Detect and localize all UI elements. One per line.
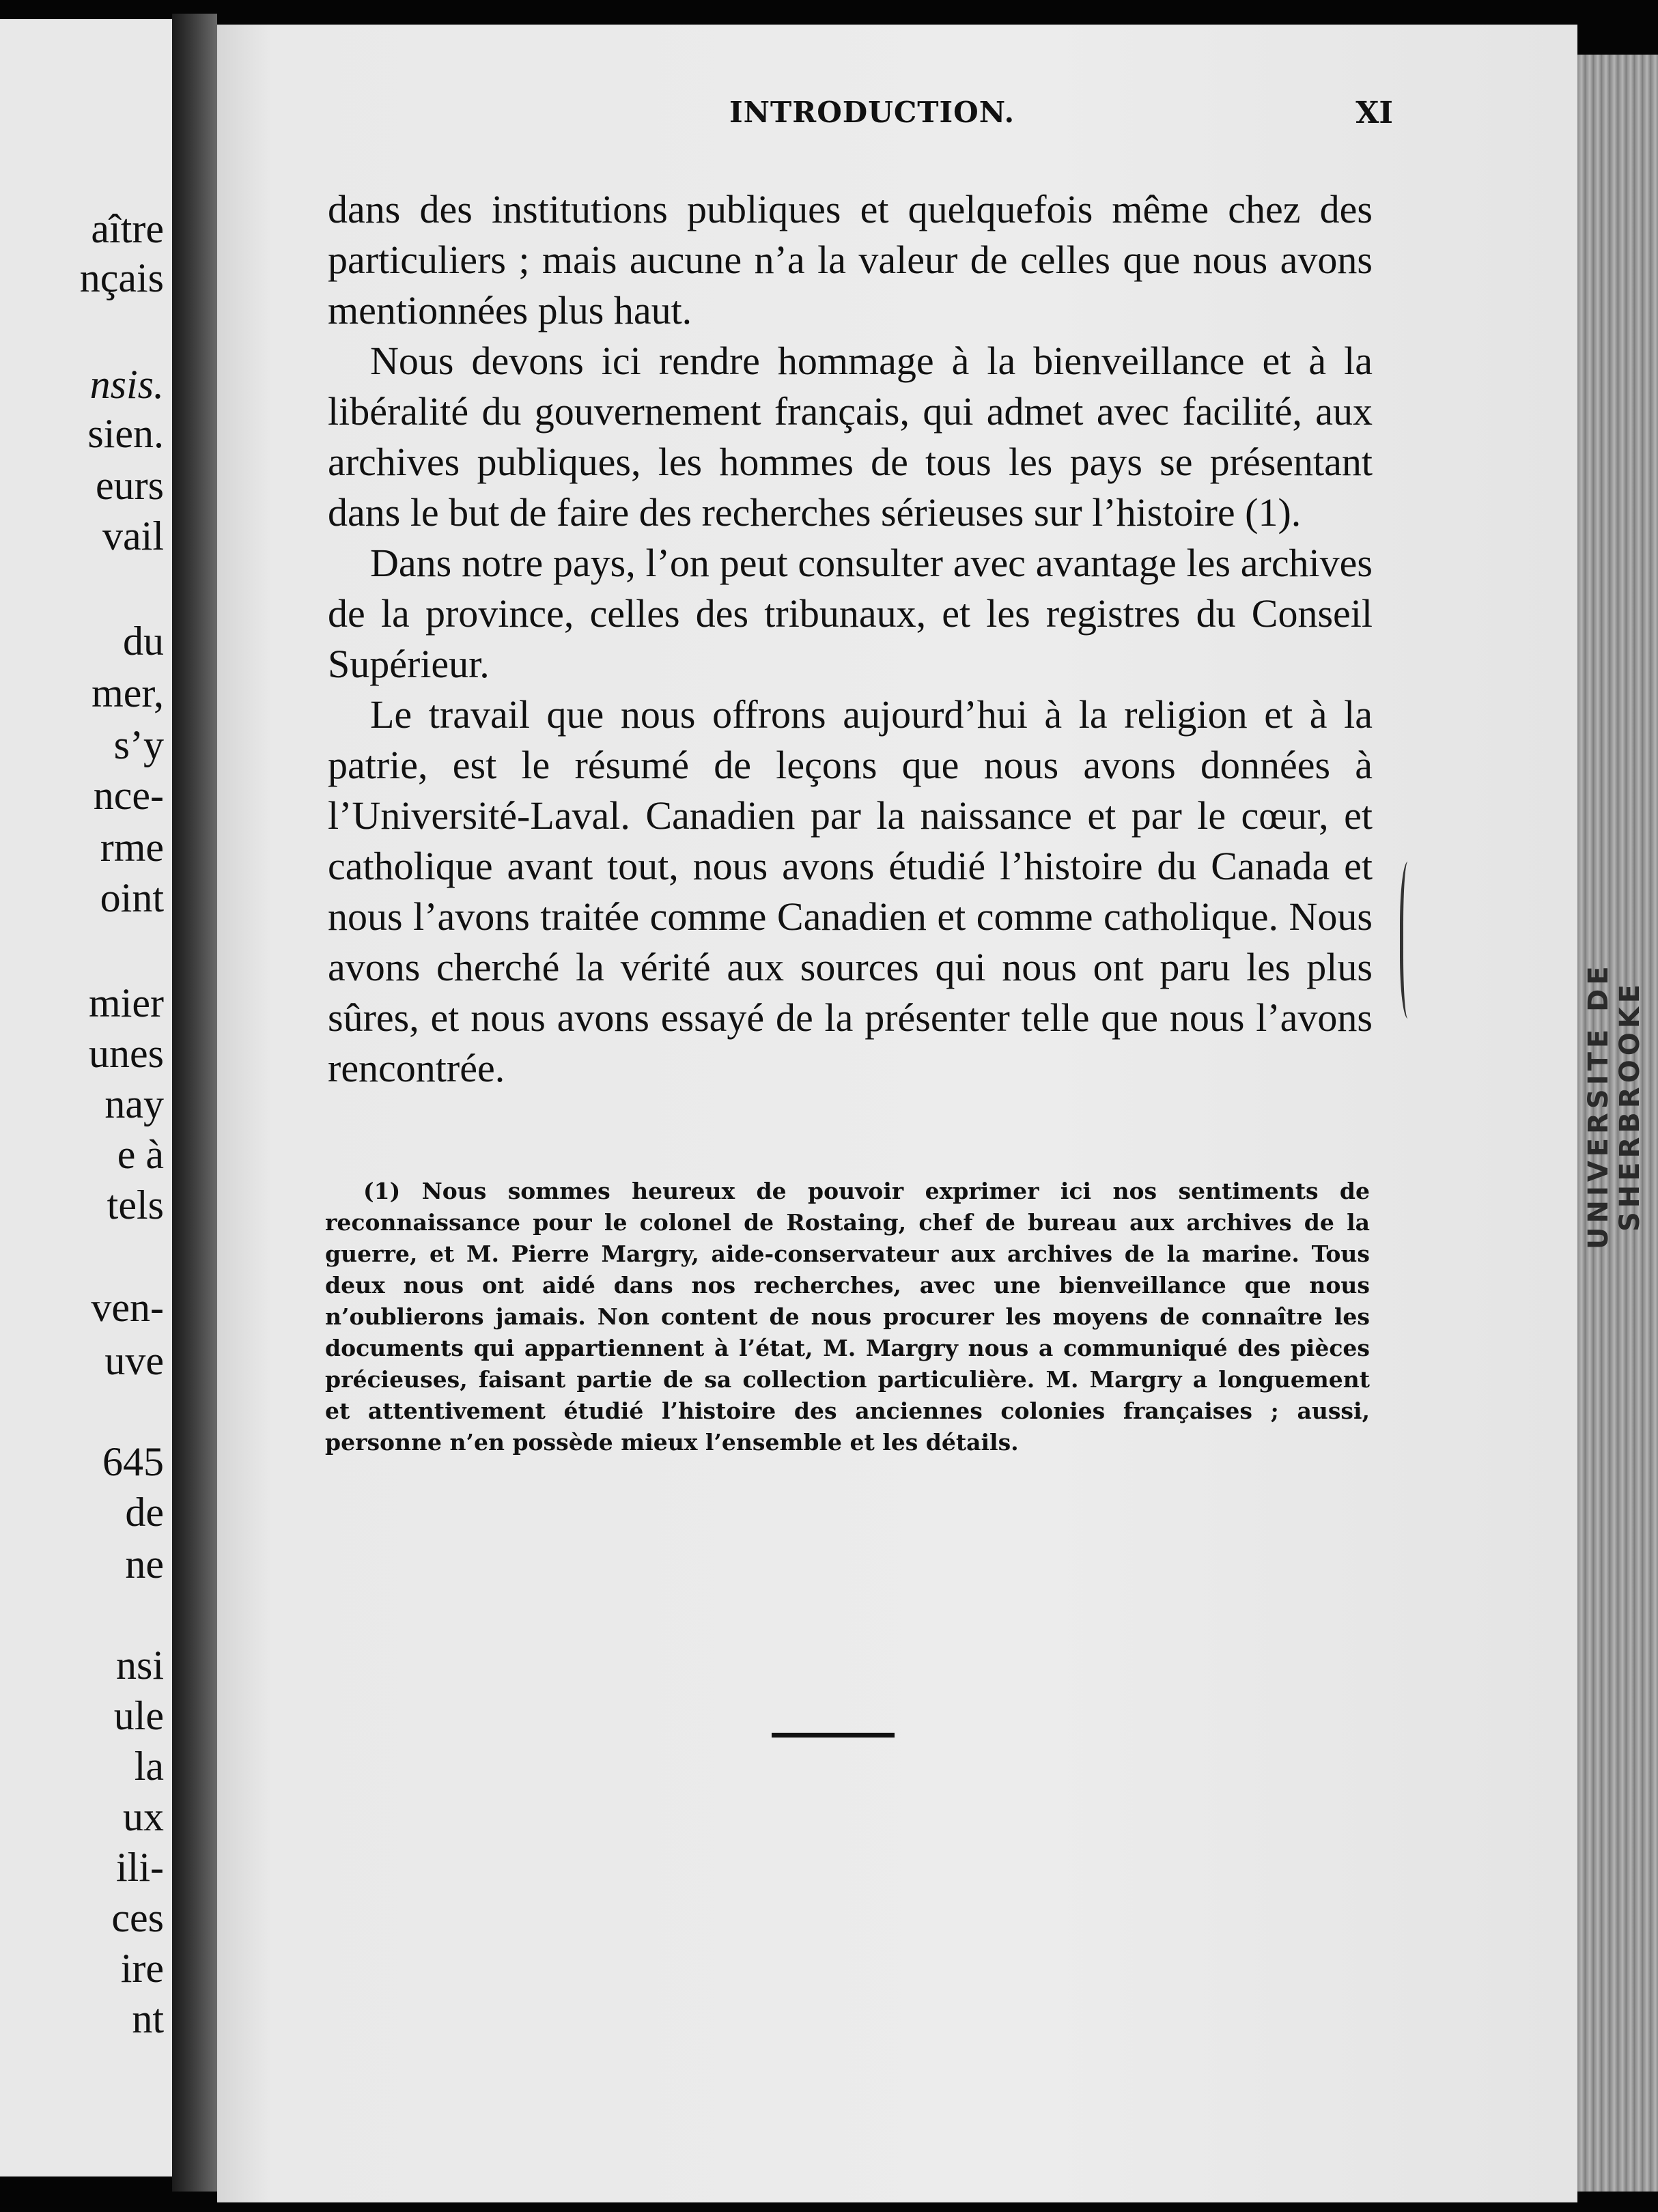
pencil-margin-mark: [1400, 862, 1420, 1019]
facing-page-line: aître: [91, 206, 164, 251]
facing-page-line: s’y: [113, 722, 164, 767]
facing-page-line: la: [134, 1744, 164, 1789]
body-text: [328, 184, 1373, 1094]
facing-page-line: sien.: [87, 411, 164, 456]
library-edge-stamp: UNIVERSITE DE SHERBROOKE: [1583, 962, 1646, 1250]
facing-page-line: nt: [132, 1996, 164, 2041]
facing-page-line: e à: [117, 1132, 164, 1177]
facing-page-fragment: [0, 19, 173, 2176]
facing-page-line: nsi: [115, 1643, 164, 1688]
facing-page-line: du: [123, 619, 164, 664]
facing-page-line: ili-: [116, 1845, 164, 1890]
paragraph-3: Dans notre pays, l’on peut consulter avec avantage les archives de la province, celles des tribunaux, et les registres du Conseil Supérieur.: [328, 541, 1373, 686]
facing-page-line: nce-: [93, 773, 164, 818]
facing-page-line: ire: [120, 1946, 164, 1991]
binding-gutter: [172, 14, 217, 2192]
facing-page-line: tels: [107, 1182, 164, 1228]
footnote: [325, 1176, 1370, 1458]
facing-page-line: eurs: [96, 463, 164, 508]
facing-page-line: nsis.: [89, 362, 164, 407]
facing-page-line: ux: [123, 1794, 164, 1839]
facing-page-line: uve: [104, 1338, 164, 1383]
facing-page-line: de: [125, 1490, 164, 1535]
facing-page-line: oint: [100, 875, 164, 920]
facing-page-line: mier: [89, 980, 164, 1025]
paragraph-1: dans des institutions publiques et quelquefois même chez des particuliers ; mais aucune n’a la valeur de celles que nous avons mentionnées plus haut.: [328, 187, 1373, 332]
facing-page-line: rme: [100, 825, 164, 870]
facing-page-line: ule: [113, 1693, 164, 1738]
facing-page-line: 645: [102, 1439, 164, 1484]
facing-page-line: nay: [104, 1081, 164, 1126]
facing-page-line: unes: [89, 1031, 164, 1076]
running-head: INTRODUCTION.: [729, 96, 1015, 129]
paragraph-4: Le travail que nous offrons aujourd’hui à la religion et à la patrie, est le résumé de leçons que nous avons données à l’Université-Laval. Canadien par la naissance et par le cœur, et catholique avant tout, nous avons étudié l’histoire du Canada et nous l’avons traitée comme Canadien et comme catholique. Nous avons cherché la vérité aux sources qui nous ont paru les plus sûres, et nous avons essayé de la présenter telle que nous l’avons rencontrée.: [328, 692, 1373, 1090]
facing-page-line: ven-: [91, 1285, 164, 1330]
facing-page-line: nçais: [79, 255, 164, 300]
footnote-text: (1) Nous sommes heureux de pouvoir exprimer ici nos sentiments de reconnaissance pour le colonel de Rostaing, chef de bureau aux archives de la guerre, et M. Pierre Margry, aide-conservateur aux archives de la marine. Tous deux nous ont aidé dans nos recherches, avec une bienveillance que nous n’oublierons jamais. Non content de nous procurer les moyens de connaître les documents qui appartiennent à l’état, M. Margry nous a communiqué des pièces précieuses, faisant partie de sa collection particulière. M. Margry a longuement et attentivement étudié l’histoire des anciennes colonies françaises ; aussi, personne n’en possède mieux l’ensemble et les détails.: [325, 1178, 1370, 1456]
facing-page-line: ces: [111, 1895, 164, 1940]
end-rule: [772, 1733, 895, 1738]
paragraph-2: Nous devons ici rendre hommage à la bienveillance et à la libéralité du gouvernement français, qui admet avec facilité, aux archives publiques, les hommes de tous les pays se présentant dans le but de faire des recherches sérieuses sur l’histoire (1).: [328, 339, 1373, 535]
facing-page-line: ne: [125, 1542, 164, 1587]
facing-page-line: vail: [102, 513, 164, 558]
facing-page-line: mer,: [92, 670, 164, 715]
page-number: XI: [1355, 96, 1393, 130]
